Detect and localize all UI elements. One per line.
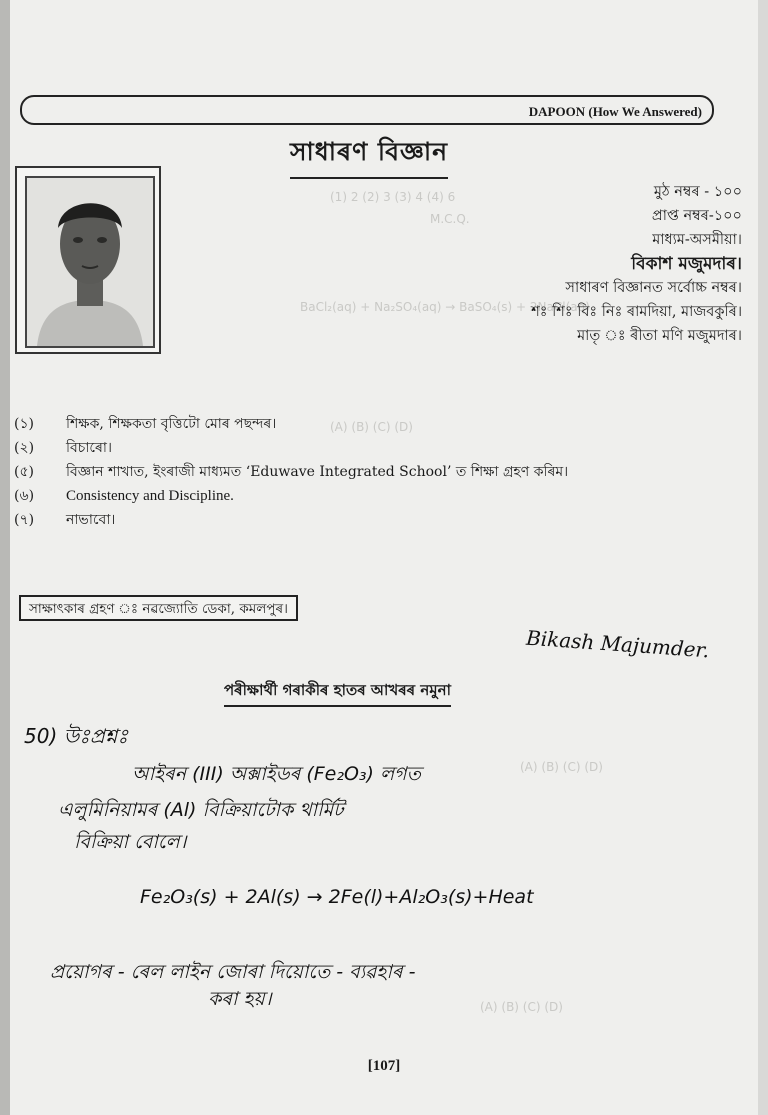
answer-item [14,460,568,484]
answer-number: (৬) [14,488,35,504]
page-title: সাধাৰণ বিজ্ঞান [290,132,448,179]
obtained-marks: প্ৰাপ্ত নম্বৰ-১০০ [651,208,742,224]
answer-item [14,508,568,532]
header-title: DAPOON (How We Answered) [525,104,706,120]
answer-text: শিক্ষক, শিক্ষকতা বৃত্তিটো মোৰ পছন্দৰ। [66,416,277,432]
bleed-through: (1) 2 (2) 3 (3) 4 (4) 6 [330,190,456,204]
student-name: বিকাশ মজুমদাৰ। [631,254,742,274]
handwriting-line: বিক্ৰিয়া বোলে। [74,831,187,853]
answer-text: বিজ্ঞান শাখাত, ইংৰাজী মাধ্যমত ‘Eduwave Integrated School’ ত শিক্ষা গ্ৰহণ কৰিম। [66,464,569,480]
page-number: [107] [367,1058,401,1074]
achievement: সাধাৰণ বিজ্ঞানত সৰ্বোচ্চ নম্বৰ। [565,280,742,296]
signature: Bikash Majumder. [525,625,711,663]
answer-item [14,412,568,436]
bleed-through: (A) (B) (C) (D) [520,760,603,774]
handwriting-line: এলুমিনিয়ামৰ (Al) বিক্ৰিয়াটোক থাৰ্মিট [58,799,344,821]
answer-text: নাভাবো। [66,512,116,528]
answer-list [14,412,568,532]
handwriting-equation: Fe₂O₃(s) + 2Al(s) → 2Fe(l)+Al₂O₃(s)+Heat [140,886,534,908]
school: শঃ শিঃ বিঃ নিঃ ৰামদিয়া, মাজবকুৰি। [531,304,742,320]
student-photo-frame [15,166,161,354]
page-edge [0,0,10,1115]
bleed-through: BaCl₂(aq) + Na₂SO₄(aq) → BaSO₄(s) + 2NaCl(aq) [300,300,590,314]
handwriting-question-label: 50) উঃপ্ৰশ্নঃ [24,724,129,748]
total-marks: মুঠ নম্বৰ - ১০০ [653,184,742,200]
bleed-through: (A) (B) (C) (D) [330,420,413,434]
handwriting-line: আইৰন (III) অক্সাইডৰ (Fe₂O₃) লগত [132,763,421,785]
answer-item [14,484,568,508]
mother-name: মাতৃ ঃ ৰীতা মণি মজুমদাৰ। [577,328,742,344]
answer-number: (৭) [14,512,35,528]
medium: মাধ্যম-অসমীয়া। [652,232,742,248]
handwriting-line: প্ৰয়োগৰ - ৰেল লাইন জোৰা দিয়োতে - ব্যৱহাৰ - [50,961,416,983]
answer-text: Consistency and Discipline. [66,487,234,504]
bleed-through: (A) (B) (C) (D) [480,1000,563,1014]
answer-text: বিচাৰো। [66,440,112,456]
interviewer-credit: সাক্ষাৎকাৰ গ্ৰহণ ঃ নৱজ্যোতি ডেকা, কমলপুৰ। [19,595,298,621]
student-photo [25,176,155,348]
answer-number: (২) [14,440,35,456]
handwriting-sample-title: পৰীক্ষাৰ্থী গৰাকীৰ হাতৰ আখৰৰ নমুনা [224,679,451,707]
handwriting-line: কৰা হয়। [208,988,272,1010]
portrait-icon [27,178,153,346]
answer-number: (৫) [14,464,35,480]
answer-item [14,436,568,460]
answer-number: (১) [14,416,35,432]
bleed-through: M.C.Q. [430,212,470,226]
student-info [531,180,742,348]
